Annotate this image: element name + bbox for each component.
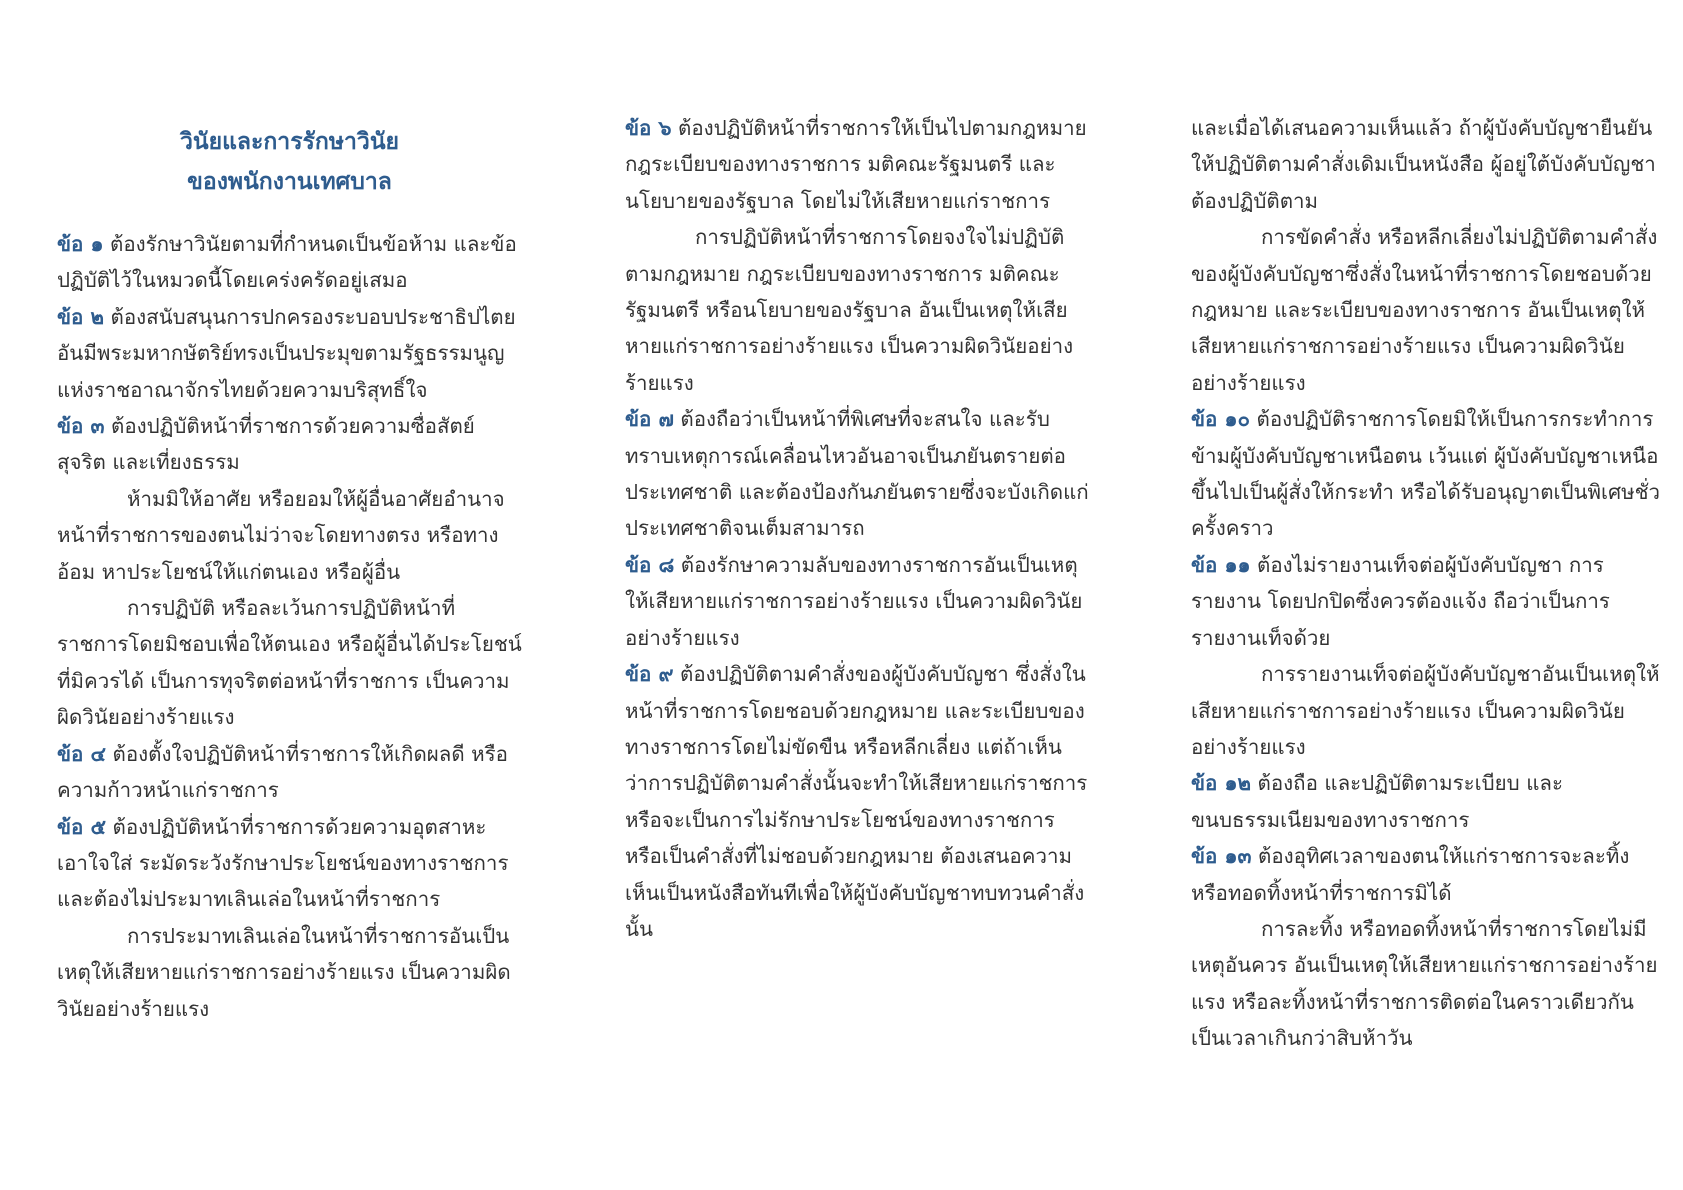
clause-13 (1191, 838, 1661, 911)
clause-9-continued (1191, 110, 1661, 219)
clause-text: ต้องตั้งใจปฏิบัติหน้าที่ราชการให้เกิดผลดี หรือความก้าวหน้าแก่ราชการ (57, 741, 508, 803)
clause-label: ข้อ ๖ (625, 116, 672, 140)
clause-1 (57, 226, 522, 299)
title-line-1: วินัยและการรักษาวินัย (179, 129, 400, 155)
paragraph-text: การปฏิบัติหน้าที่ราชการโดยจงใจไม่ปฏิบัติตามกฎหมาย กฎระเบียบของทางราชการ มติคณะรัฐมนตรี หรือนโยบายของรัฐบาล อันเป็นเหตุให้เสียหายแก่ราชการอย่างร้ายแรง เป็นความผิดวินัยอย่างร้ายแรง (625, 225, 1074, 395)
paragraph-text: การขัดคำสั่ง หรือหลีกเลี่ยงไม่ปฏิบัติตามคำสั่งของผู้บังคับบัญชาซึ่งสั่งในหน้าที่ราชการโดยชอบด้วยกฎหมาย และระเบียบของทางราชการ อันเป็นเหตุให้เสียหายแก่ราชการอย่างร้ายแรง เป็นความผิดวินัยอย่างร้ายแรง (1191, 225, 1658, 395)
clause-9-paragraph (1191, 219, 1661, 401)
clause-text: ต้องสนับสนุนการปกครองระบอบประชาธิปไตยอันมีพระมหากษัตริย์ทรงเป็นประมุขตามรัฐธรรมนูญแห่งราชอาณาจักรไทยด้วยความบริสุทธิ์ใจ (57, 304, 516, 402)
clause-text: ต้องปฏิบัติหน้าที่ราชการด้วยความซื่อสัตย์สุจริต และเที่ยงธรรม (57, 414, 475, 475)
clause-7 (625, 401, 1095, 547)
clause-10 (1191, 401, 1661, 547)
paragraph-text: การละทิ้ง หรือทอดทิ้งหน้าที่ราชการโดยไม่มีเหตุอันควร อันเป็นเหตุให้เสียหายแก่ราชการอย่างร้ายแรง หรือละทิ้งหน้าที่ราชการติดต่อในคราวเดียวกันเป็นเวลาเกินกว่าสิบห้าวัน (1191, 916, 1658, 1051)
clause-label: ข้อ ๓ (57, 414, 105, 439)
column-1 (57, 110, 522, 1027)
clause-13-paragraph (1191, 911, 1661, 1057)
clause-label: ข้อ ๑ (57, 232, 104, 256)
title-line-2: ของพนักงานเทศบาล (187, 169, 392, 195)
paragraph-text: ห้ามมิให้อาศัย หรือยอมให้ผู้อื่นอาศัยอำนาจหน้าที่ราชการของตนไม่ว่าจะโดยทางตรง หรือทางอ้อม หาประโยชน์ให้แก่ตนเอง หรือผู้อื่น (57, 486, 505, 584)
clause-8 (625, 547, 1095, 656)
clause-text: ต้องถือว่าเป็นหน้าที่พิเศษที่จะสนใจ และรับทราบเหตุการณ์เคลื่อนไหวอันอาจเป็นภยันตรายต่อประเทศชาติ และต้องป้องกันภยันตรายซึ่งจะบังเกิดแก่ประเทศชาติจนเต็มสามารถ (625, 407, 1089, 541)
clause-12 (1191, 765, 1661, 838)
clause-label: ข้อ ๑๓ (1191, 844, 1252, 869)
clause-11-paragraph (1191, 656, 1661, 765)
clause-6 (625, 110, 1095, 219)
paragraph-text: การรายงานเท็จต่อผู้บังคับบัญชาอันเป็นเหตุให้เสียหายแก่ราชการอย่างร้ายแรง เป็นความผิดวินัยอย่างร้ายแรง (1191, 662, 1660, 759)
clause-label: ข้อ ๗ (625, 407, 674, 432)
column-3 (1191, 110, 1661, 1057)
clause-label: ข้อ ๑๑ (1191, 552, 1251, 577)
clause-text: ต้องรักษาความลับของทางราชการอันเป็นเหตุให้เสียหายแก่ราชการอย่างร้ายแรง เป็นความผิดวินัยอย่างร้ายแรง (625, 552, 1083, 650)
clause-5-paragraph (57, 918, 522, 1027)
clause-4 (57, 736, 522, 809)
clause-label: ข้อ ๑๐ (1191, 407, 1250, 432)
clause-3 (57, 408, 522, 481)
paragraph-text: และเมื่อได้เสนอความเห็นแล้ว ถ้าผู้บังคับบัญชายืนยันให้ปฏิบัติตามคำสั่งเดิมเป็นหนังสือ ผู้อยู่ใต้บังคับบัญชาต้องปฏิบัติตาม (1191, 116, 1656, 213)
clause-text: ต้องปฏิบัติหน้าที่ราชการให้เป็นไปตามกฎหมาย กฎระเบียบของทางราชการ มติคณะรัฐมนตรี และนโยบายของรัฐบาล โดยไม่ให้เสียหายแก่ราชการ (625, 116, 1087, 213)
clause-3-paragraph-a (57, 481, 522, 590)
clause-label: ข้อ ๒ (57, 304, 104, 329)
clause-label: ข้อ ๕ (57, 814, 106, 839)
clause-text: ต้องไม่รายงานเท็จต่อผู้บังคับบัญชา การรายงาน โดยปกปิดซึ่งควรต้องแจ้ง ถือว่าเป็นการรายงานเท็จด้วย (1191, 552, 1610, 650)
paragraph-text: การประมาทเลินเล่อในหน้าที่ราชการอันเป็นเหตุให้เสียหายแก่ราชการอย่างร้ายแรง เป็นความผิดวินัยอย่างร้ายแรง (57, 923, 511, 1021)
clause-5 (57, 809, 522, 918)
page-title (57, 122, 522, 202)
clause-3-paragraph-b (57, 590, 522, 736)
clause-text: ต้องถือ และปฏิบัติตามระเบียบ และขนบธรรมเนียมของทางราชการ (1191, 771, 1563, 832)
clause-text: ต้องปฏิบัติตามคำสั่งของผู้บังคับบัญชา ซึ่งสั่งในหน้าที่ราชการโดยชอบด้วยกฎหมาย และระเบียบของทางราชการโดยไม่ขัดขืน หรือหลีกเลี่ยง แต่ถ้าเห็นว่าการปฏิบัติตามคำสั่งนั้นจะทำให้เสียหายแก่ราชการ หรือจะเป็นการไม่รักษาประโยชน์ของทางราชการ หรือเป็นคำสั่งที่ไม่ชอบด้วยกฎหมาย ต้องเสนอความเห็นเป็นหนังสือทันทีเพื่อให้ผู้บังคับบัญชาทบทวนคำสั่งนั้น (625, 662, 1088, 941)
clause-label: ข้อ ๘ (625, 552, 675, 577)
clause-6-paragraph (625, 219, 1095, 401)
clause-9 (625, 656, 1095, 947)
paragraph-text: การปฏิบัติ หรือละเว้นการปฏิบัติหน้าที่ราชการโดยมิชอบเพื่อให้ตนเอง หรือผู้อื่นได้ประโยชน์ที่มิควรได้ เป็นการทุจริตต่อหน้าที่ราชการ เป็นความผิดวินัยอย่างร้ายแรง (57, 596, 522, 730)
column-2 (625, 110, 1095, 947)
clause-text: ต้องอุทิศเวลาของตนให้แก่ราชการจะละทิ้ง หรือทอดทิ้งหน้าที่ราชการมิได้ (1191, 844, 1630, 905)
clause-text: ต้องปฏิบัติหน้าที่ราชการด้วยความอุตสาหะ เอาใจใส่ ระมัดระวังรักษาประโยชน์ของทางราชการ และต้องไม่ประมาทเลินเล่อในหน้าที่ราชการ (57, 814, 509, 912)
clause-2 (57, 299, 522, 408)
clause-11 (1191, 547, 1661, 656)
clause-text: ต้องปฏิบัติราชการโดยมิให้เป็นการกระทำการข้ามผู้บังคับบัญชาเหนือตน เว้นแต่ ผู้บังคับบัญชาเหนือขึ้นไปเป็นผู้สั่งให้กระทำ หรือได้รับอนุญาตเป็นพิเศษชั่วครั้งคราว (1191, 407, 1661, 541)
clause-text: ต้องรักษาวินัยตามที่กำหนดเป็นข้อห้าม และข้อปฏิบัติไว้ในหมวดนี้โดยเคร่งครัดอยู่เสมอ (57, 232, 517, 293)
clause-label: ข้อ ๔ (57, 741, 106, 766)
clause-label: ข้อ ๙ (625, 662, 674, 687)
clause-label: ข้อ ๑๒ (1191, 771, 1251, 796)
